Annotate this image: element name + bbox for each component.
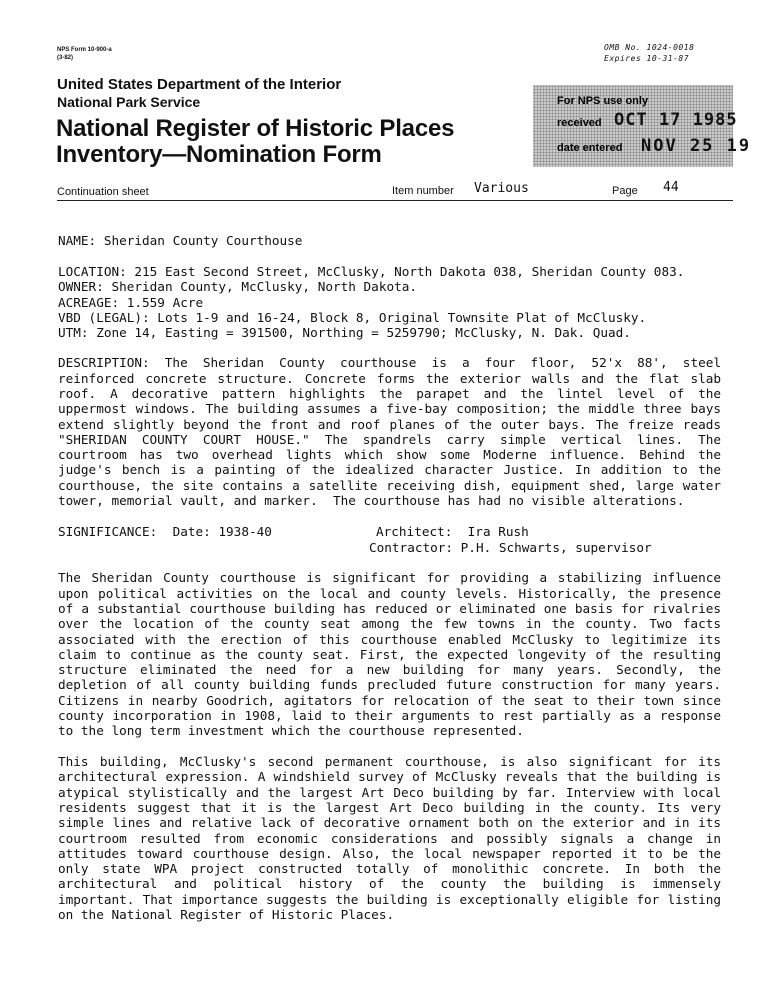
architecture-paragraph-line: important. That importance suggests the building is exceptionally eligible for listing [58,892,721,907]
contractor-line: Contractor: P.H. Schwarts, supervisor [369,540,652,555]
form-title-line2: Inventory—Nomination Form [56,141,382,168]
architecture-paragraph-line: only state WPA project constructed totally of monolithic concrete. In both the [58,861,721,876]
item-number-label: Item number [392,185,454,197]
significance-paragraph-line: of a substantial courthouse building has reduced or eliminated one basis for rivalries [58,601,721,616]
legal-line: VBD (LEGAL): Lots 1-9 and 16-24, Block 8, Original Townsite Plat of McClusky. [58,310,647,325]
significance-paragraph-line: associated with the erection of this courthouse enabled McClusky to legitimize its [58,632,721,647]
received-date-stamp: OCT 17 1985 [614,110,738,130]
architecture-paragraph-line: on the National Register of Historic Places. [58,907,395,922]
description-line: tower, memorial vault, and marker. The courthouse has had no visible alterations. [58,493,685,508]
item-number-value: Various [474,181,529,196]
omb-block [604,42,694,64]
omb-expires: Expires 10-31-87 [604,54,690,63]
nps-use-label: For NPS use only [557,95,649,107]
continuation-sheet-label: Continuation sheet [57,186,149,198]
significance-paragraph-line: claim to continue as the county seat. First, the expected longevity of the resulting [58,647,721,662]
description-line: roof. A decorative pattern highlights the parapet and the lintel level of the [58,386,721,401]
architect-line: Architect: Ira Rush [376,524,529,539]
form-title-line1: National Register of Historic Places [56,115,455,142]
architecture-paragraph-line: attitudes toward courthouse design. Also, the local newspaper reported it to be the [58,846,721,861]
significance-paragraph-line: depletion of all county building funds precluded future construction for many years. [58,677,721,692]
architecture-paragraph-line: residents suggest that it is the largest Art Deco building in the county. Its very [58,800,721,815]
description-line: courthouse, the site contains a satellite receiving dish, equipment shed, large water [58,478,721,493]
utm-line: UTM: Zone 14, Easting = 391500, Northing = 5259790; McClusky, N. Dak. Quad. [58,325,631,340]
received-label: received [557,117,602,129]
significance-paragraph-line: Citizens in nearby Goodrich, agitators for relocation of the seat to their town since [58,693,721,708]
omb-number: OMB No. 1024-0018 [604,43,695,52]
description-line: uppermost windows. The building assumes a five-bay composition; the middle three bays [58,401,721,416]
location-line: LOCATION: 215 East Second Street, McClusky, North Dakota 038, Sheridan County 083. [58,264,685,279]
significance-paragraph-line: over the location of the county seat among the few towns in the county. Two facts [58,616,721,631]
description-line: courtroom has two overhead lights which show some Moderne influence. Behind the [58,447,721,462]
acreage-line: ACREAGE: 1.559 Acre [58,295,204,310]
architecture-paragraph-line: architectural and political history of the county the building is immensely [58,876,721,891]
architecture-paragraph-line: simple lines and relative lack of decorative ornament both on the exterior and in its [58,815,721,830]
significance-paragraph-line: structure eliminated the need for a new building for many years. Secondly, the [58,662,721,677]
architecture-paragraph-line: This building, McClusky's second permanent courthouse, is also significant for its [58,754,721,769]
form-number [57,46,112,62]
date-entered-label: date entered [557,142,623,154]
owner-line: OWNER: Sheridan County, McClusky, North Dakota. [58,279,418,294]
description-line: "SHERIDAN COUNTY COURT HOUSE." The spandrels carry simple vertical lines. The [58,432,721,447]
department-heading: United States Department of the Interior [57,76,342,93]
significance-paragraph-line: The Sheridan County courthouse is significant for providing a stabilizing influence [58,570,721,585]
page-label: Page [612,185,638,197]
significance-paragraph-line: to the long term investment which the courthouse represented. [58,723,524,738]
significance-paragraph-line: county incorporation in 1908, laid to their arguments to rest partially as a response [58,708,721,723]
page-number-value: 44 [663,180,679,195]
architecture-paragraph-line: courtroom resulted from economic considerations and possibly signals a change in [58,831,721,846]
description-line: extend slightly beyond the front and roof planes of the outer bays. The freize reads [58,417,721,432]
description-line: reinforced concrete structure. Concrete forms the exterior walls and the flat slab [58,371,721,386]
property-name: NAME: Sheridan County Courthouse [58,233,303,248]
header-divider [57,200,733,201]
architecture-paragraph-line: atypical stylistically and the largest Art Deco building by far. Interview with local [58,785,721,800]
form-revision-text: (3-82) [57,55,74,61]
architecture-paragraph-line: architectural expression. A windshield survey of McClusky reveals that the building is [58,769,721,784]
date-entered-stamp: NOV 25 19 [641,136,752,156]
form-number-text: NPS Form 10-900-a [57,47,112,53]
significance-paragraph-line: upon political activities on the local and county levels. Historically, the presence [58,586,721,601]
description-line: judge's bench is a painting of the idealized character Justice. In addition to the [58,462,721,477]
agency-heading: National Park Service [57,94,201,110]
significance-date: SIGNIFICANCE: Date: 1938-40 [58,524,272,539]
description-line: DESCRIPTION: The Sheridan County courthouse is a four floor, 52'x 88', steel [58,355,721,370]
